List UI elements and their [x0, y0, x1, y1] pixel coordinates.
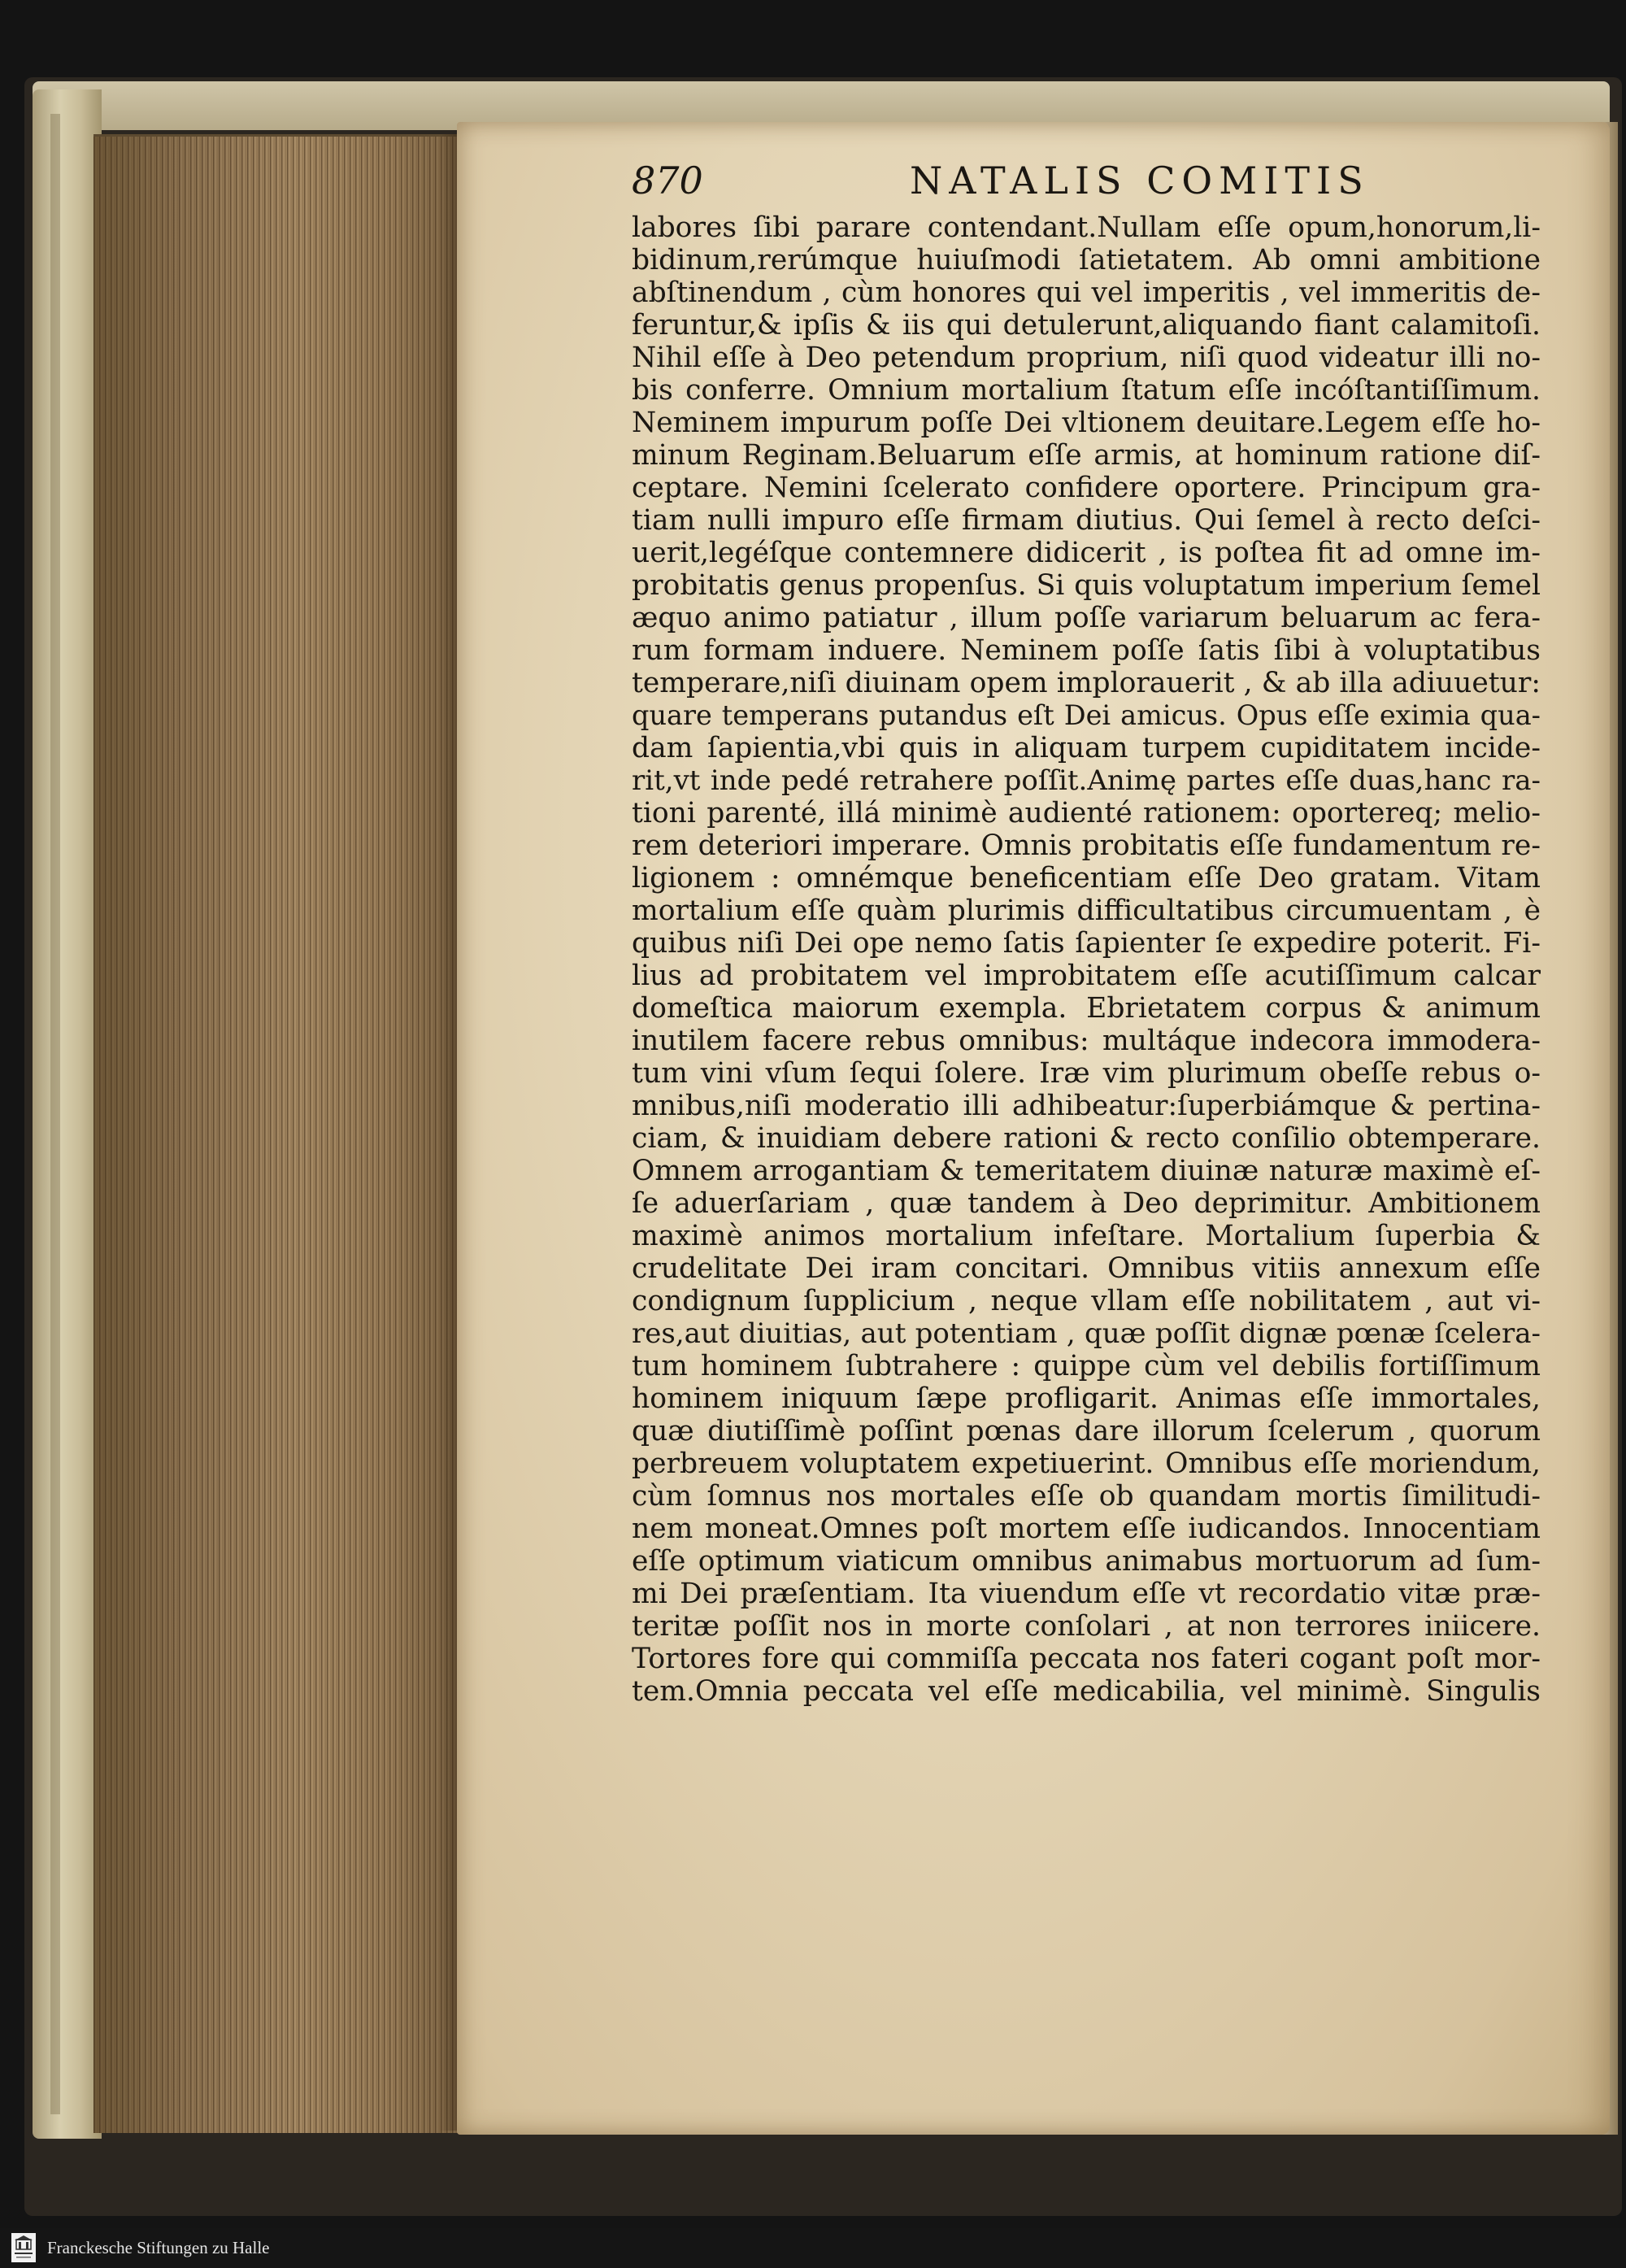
- text-line: tiam nulli impuro eſſe firmam diutius. Qui ſemel à recto deſci-: [632, 504, 1541, 537]
- text-line: maximè animos mortalium infeſtare. Mortalium ſuperbia &: [632, 1220, 1541, 1252]
- text-line: Omnem arrogantiam & temeritatem diuinæ naturæ maximè eſ-: [632, 1155, 1541, 1187]
- text-line: ligionem : omnémque beneficentiam eſſe Deo gratam. Vitam: [632, 862, 1541, 895]
- text-line: feruntur,& ipſis & iis qui detulerunt,aliquando fiant calamitoſi.: [632, 309, 1541, 342]
- text-line: bis conferre. Omnium mortalium ſtatum eſſe incóſtantiſſimum.: [632, 374, 1541, 407]
- text-line: bidinum,rerúmque huiuſmodi ſatietatem. Ab omni ambitione: [632, 244, 1541, 276]
- text-line: rit,vt inde pedé retrahere poſſit.Animę partes eſſe duas,hanc ra-: [632, 764, 1541, 797]
- text-line: dam ſapientia,vbi quis in aliquam turpem cupiditatem incide-: [632, 732, 1541, 764]
- page-header: [632, 159, 1541, 215]
- text-line: crudelitate Dei iram concitari. Omnibus vitiis annexum eſſe: [632, 1252, 1541, 1285]
- text-line: eſſe optimum viaticum omnibus animabus mortuorum ad ſum-: [632, 1545, 1541, 1578]
- text-line: inutilem facere rebus omnibus: multáque indecora immodera-: [632, 1025, 1541, 1057]
- text-line: Tortores fore qui commiſſa peccata nos fateri cogant poſt mor-: [632, 1643, 1541, 1675]
- text-line: nem moneat.Omnes poſt mortem eſſe iudicandos. Innocentiam: [632, 1513, 1541, 1545]
- text-line: rem deteriori imperare. Omnis probitatis eſſe fundamentum re-: [632, 829, 1541, 862]
- footer-institution-label: Franckesche Stiftungen zu Halle: [47, 2238, 270, 2257]
- foundation-logo-icon: [11, 2233, 36, 2262]
- text-line: rum formam induere. Neminem poſſe ſatis ſibi à voluptatibus: [632, 634, 1541, 667]
- text-line: Neminem impurum poſſe Dei vltionem deuitare.Legem eſſe ho-: [632, 407, 1541, 439]
- text-line: domeſtica maiorum exempla. Ebrietatem corpus & animum: [632, 992, 1541, 1025]
- text-line: res,aut diuitias, aut potentiam , quæ poſſit dignæ pœnæ ſcelera-: [632, 1317, 1541, 1350]
- text-line: condignum ſupplicium , neque vllam eſſe nobilitatem , aut vi-: [632, 1285, 1541, 1317]
- text-line: minum Reginam.Beluarum eſſe armis, at hominum ratione diſ-: [632, 439, 1541, 472]
- text-line: tum hominem ſubtrahere : quippe cùm vel debilis fortiſſimum: [632, 1350, 1541, 1382]
- text-line: mortalium eſſe quàm plurimis difficultatibus circumuentam , è: [632, 895, 1541, 927]
- text-line: mnibus,niſi moderatio illi adhibeatur:ſuperbiámque & pertina-: [632, 1090, 1541, 1122]
- page-number: 870: [632, 159, 703, 202]
- text-line: mi Dei præſentiam. Ita viuendum eſſe vt recordatio vitæ præ-: [632, 1578, 1541, 1610]
- text-line: quare temperans putandus eſt Dei amicus. Opus eſſe eximia qua-: [632, 699, 1541, 731]
- text-line: uerit,legéſque contemnere didicerit , is poſtea fit ad omne im-: [632, 537, 1541, 569]
- text-line: hominem iniquum ſæpe profligarit. Animas eſſe immortales,: [632, 1382, 1541, 1415]
- text-line: labores ſibi parare contendant.Nullam eſſe opum,honorum,li-: [632, 211, 1541, 244]
- text-line: cùm ſomnus nos mortales eſſe ob quandam mortis ſimilitudi-: [632, 1480, 1541, 1513]
- text-line: ſe aduerſariam , quæ tandem à Deo deprimitur. Ambitionem: [632, 1187, 1541, 1220]
- running-head: NATALIS COMITIS: [910, 159, 1370, 202]
- text-line: quæ diutiſſimè poſſint pœnas dare illorum ſcelerum , quorum: [632, 1415, 1541, 1447]
- text-line: lius ad probitatem vel improbitatem eſſe acutiſſimum calcar: [632, 960, 1541, 992]
- text-line: Nihil eſſe à Deo petendum proprium, niſi quod videatur illi no-: [632, 342, 1541, 374]
- text-line: ciam, & inuidiam debere rationi & recto conſilio obtemperare.: [632, 1122, 1541, 1155]
- text-line: probitatis genus propenſus. Si quis voluptatum imperium ſemel: [632, 569, 1541, 602]
- body-text: [632, 211, 1541, 1708]
- text-line: tioni parenté, illá minimè audienté rationem: oportereq; melio-: [632, 797, 1541, 829]
- spine-crease: [50, 114, 60, 2114]
- text-line: perbreuem voluptatem expetiuerint. Omnibus eſſe moriendum,: [632, 1447, 1541, 1480]
- text-line: abſtinendum , cùm honores qui vel imperitis , vel immeritis de-: [632, 276, 1541, 309]
- book-spine: [33, 89, 102, 2139]
- text-line: ceptare. Nemini ſcelerato confidere oportere. Principum gra-: [632, 472, 1541, 504]
- text-line: teritæ poſſit nos in morte conſolari , at non terrores iniicere.: [632, 1610, 1541, 1643]
- text-line: quibus niſi Dei ope nemo ſatis ſapienter ſe expedire poterit. Fi-: [632, 927, 1541, 960]
- text-line: tum vini vſum ſequi ſolere. Iræ vim plurimum obeſſe rebus o-: [632, 1057, 1541, 1090]
- page-fore-edge: [93, 134, 463, 2133]
- footer-bar: [0, 2228, 1626, 2268]
- text-line: tem.Omnia peccata vel eſſe medicabilia, vel minimè. Singulis: [632, 1675, 1541, 1708]
- text-line: æquo animo patiatur , illum poſſe variarum beluarum ac fera-: [632, 602, 1541, 634]
- text-line: temperare,niſi diuinam opem implorauerit , & ab illa adiuuetur:: [632, 667, 1541, 699]
